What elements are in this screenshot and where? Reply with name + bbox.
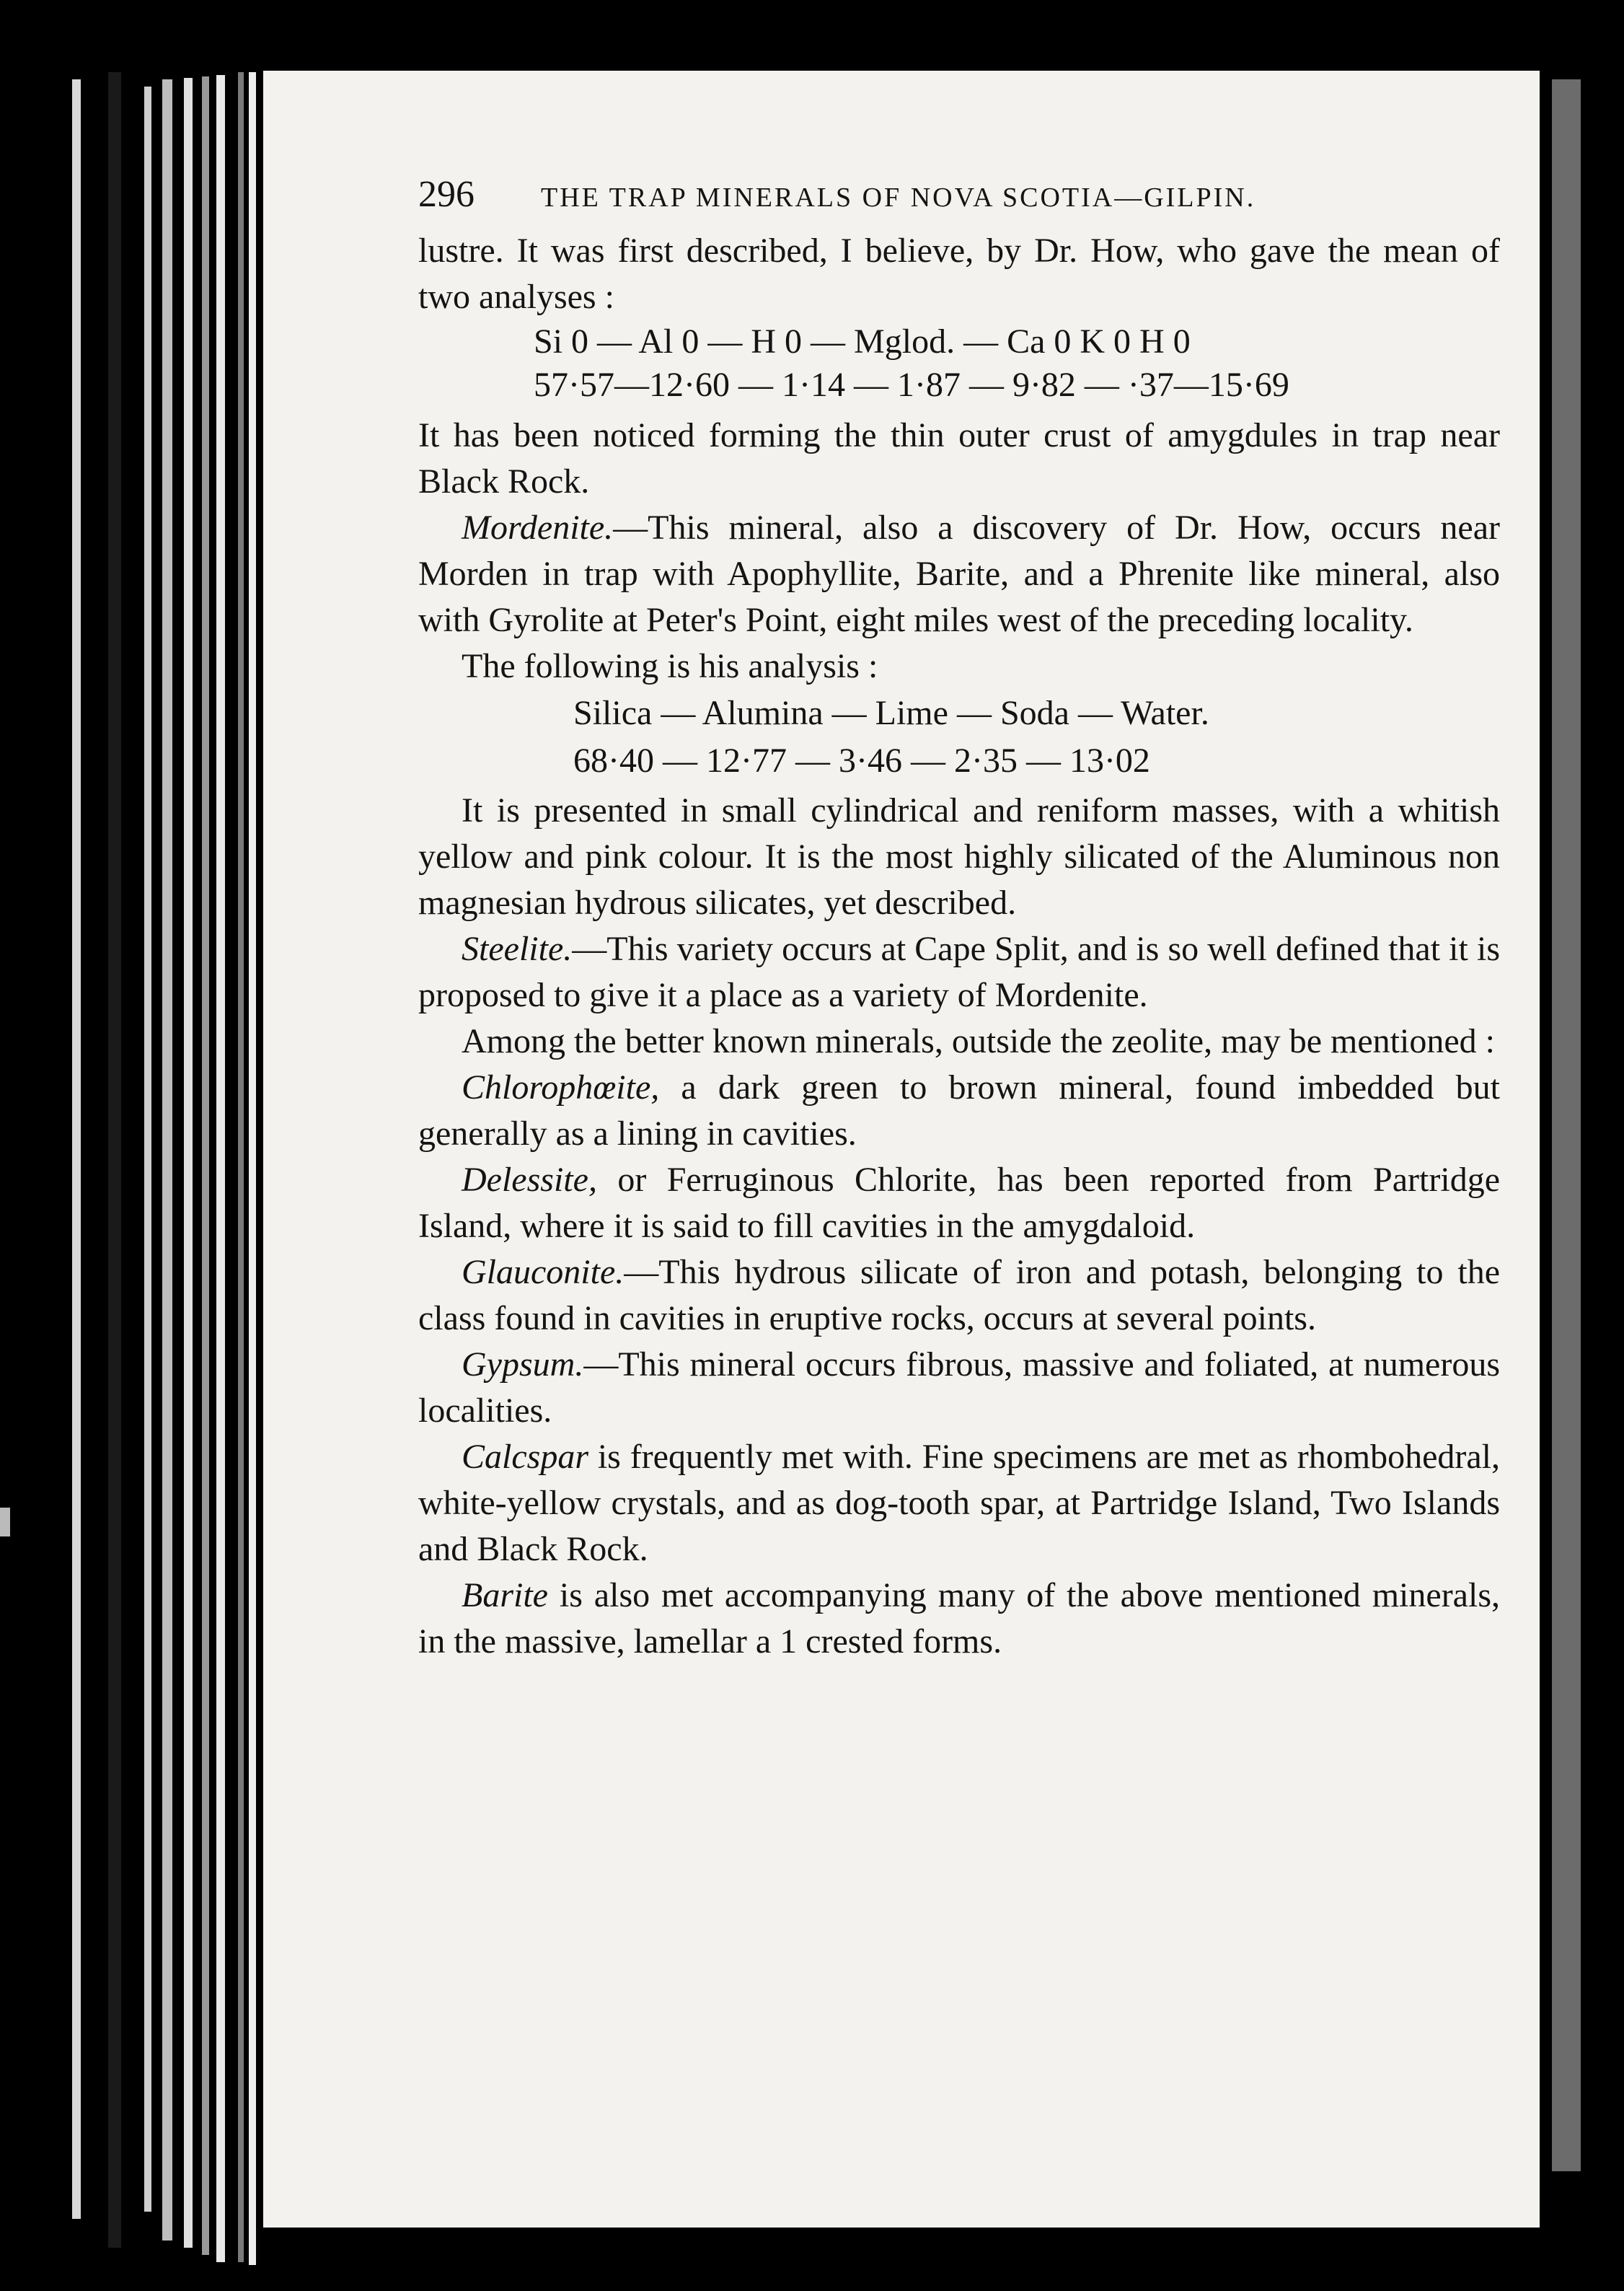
paragraph-steelite bbox=[418, 926, 1500, 1019]
page-edge bbox=[238, 72, 244, 2262]
paragraph: It has been noticed forming the thin outer crust of amygdules in trap near Black Rock. bbox=[418, 416, 1500, 501]
mineral-name: Delessite, bbox=[462, 1161, 597, 1199]
page-edge bbox=[216, 75, 225, 2262]
paragraph-gypsum bbox=[418, 1342, 1500, 1434]
scan-artifact bbox=[0, 1508, 10, 1536]
paragraph-text: —This mineral, also a discovery of Dr. How, occurs near Morden in trap with Apophyllite, Barite, and a Phrenite like mineral, also with Gyrolite at Peter's Point, eight miles west of the preceding locality. bbox=[418, 509, 1500, 639]
formula-header: Si 0 — Al 0 — H 0 — Mglod. — Ca 0 K 0 H 0 bbox=[534, 322, 1191, 361]
mineral-name: Mordenite. bbox=[462, 509, 614, 547]
analysis-values: 68·40 — 12·77 — 3·46 — 2·35 — 13·02 bbox=[573, 742, 1150, 780]
paragraph-barite bbox=[418, 1573, 1500, 1665]
mineral-name: Gypsum. bbox=[462, 1345, 584, 1384]
mineral-name: Glauconite. bbox=[462, 1253, 625, 1291]
page-edge bbox=[162, 79, 172, 2241]
mineral-name: Steelite. bbox=[462, 930, 573, 968]
page-edge bbox=[249, 72, 256, 2265]
paragraph-chlorophaeite bbox=[418, 1065, 1500, 1157]
paragraph-mordenite bbox=[418, 505, 1500, 643]
page-edge bbox=[184, 78, 193, 2248]
paragraph-text: —This hydrous silicate of iron and potash, belonging to the class found in cavities in eruptive rocks, occurs at several points. bbox=[418, 1253, 1500, 1337]
page-number: 296 bbox=[418, 174, 475, 215]
page-edge bbox=[72, 79, 81, 2219]
paragraph-text: is frequently met with. Fine specimens are met as rhombohedral, white-yellow crystals, and as dog-tooth spar, at Partridge Island, Two Islands and Black Rock. bbox=[418, 1438, 1500, 1568]
page-edge bbox=[108, 72, 121, 2248]
paragraph: Among the better known minerals, outside the zeolite, may be mentioned : bbox=[462, 1022, 1495, 1060]
book-page bbox=[263, 71, 1540, 2228]
analysis-header: Silica — Alumina — Lime — Soda — Water. bbox=[573, 694, 1209, 732]
mineral-name: Barite bbox=[462, 1576, 548, 1614]
paragraph: The following is his analysis : bbox=[462, 647, 878, 685]
paragraph: lustre. It was first described, I believe, by Dr. How, who gave the mean of two analyses : bbox=[418, 232, 1500, 316]
formula-values: 57·57—12·60 — 1·14 — 1·87 — 9·82 — ·37—15·69 bbox=[534, 366, 1289, 404]
mineral-name: Chlorophœite, bbox=[462, 1068, 660, 1107]
paragraph-text: —This mineral occurs fibrous, massive and foliated, at numerous localities. bbox=[418, 1345, 1500, 1430]
running-head bbox=[418, 172, 1500, 221]
binding-shadow bbox=[1552, 79, 1581, 2171]
paragraph: It is presented in small cylindrical and reniform masses, with a whitish yellow and pink colour. It is the most highly silicated of the Aluminous non magnesian hydrous silicates, yet described. bbox=[418, 791, 1500, 922]
running-title: THE TRAP MINERALS OF NOVA SCOTIA—GILPIN. bbox=[541, 183, 1256, 213]
paragraph-text: —This variety occurs at Cape Split, and is so well defined that it is proposed to give it a place as a variety of Mordenite. bbox=[418, 930, 1500, 1014]
paragraph-text: or Ferruginous Chlorite, has been reported from Partridge Island, where it is said to fill cavities in the amygdaloid. bbox=[418, 1161, 1500, 1245]
paragraph-delessite bbox=[418, 1157, 1500, 1249]
page-edge bbox=[202, 76, 209, 2255]
paragraph-text: a dark green to brown mineral, found imbedded but generally as a lining in cavities. bbox=[418, 1068, 1500, 1153]
page-edge bbox=[144, 87, 151, 2212]
mineral-name: Calcspar bbox=[462, 1438, 589, 1476]
paragraph-calcspar bbox=[418, 1434, 1500, 1573]
paragraph-glauconite bbox=[418, 1249, 1500, 1342]
paragraph-text: is also met accompanying many of the above mentioned minerals, in the massive, lamellar a 1 crested forms. bbox=[418, 1576, 1500, 1661]
page-content bbox=[418, 172, 1500, 1665]
